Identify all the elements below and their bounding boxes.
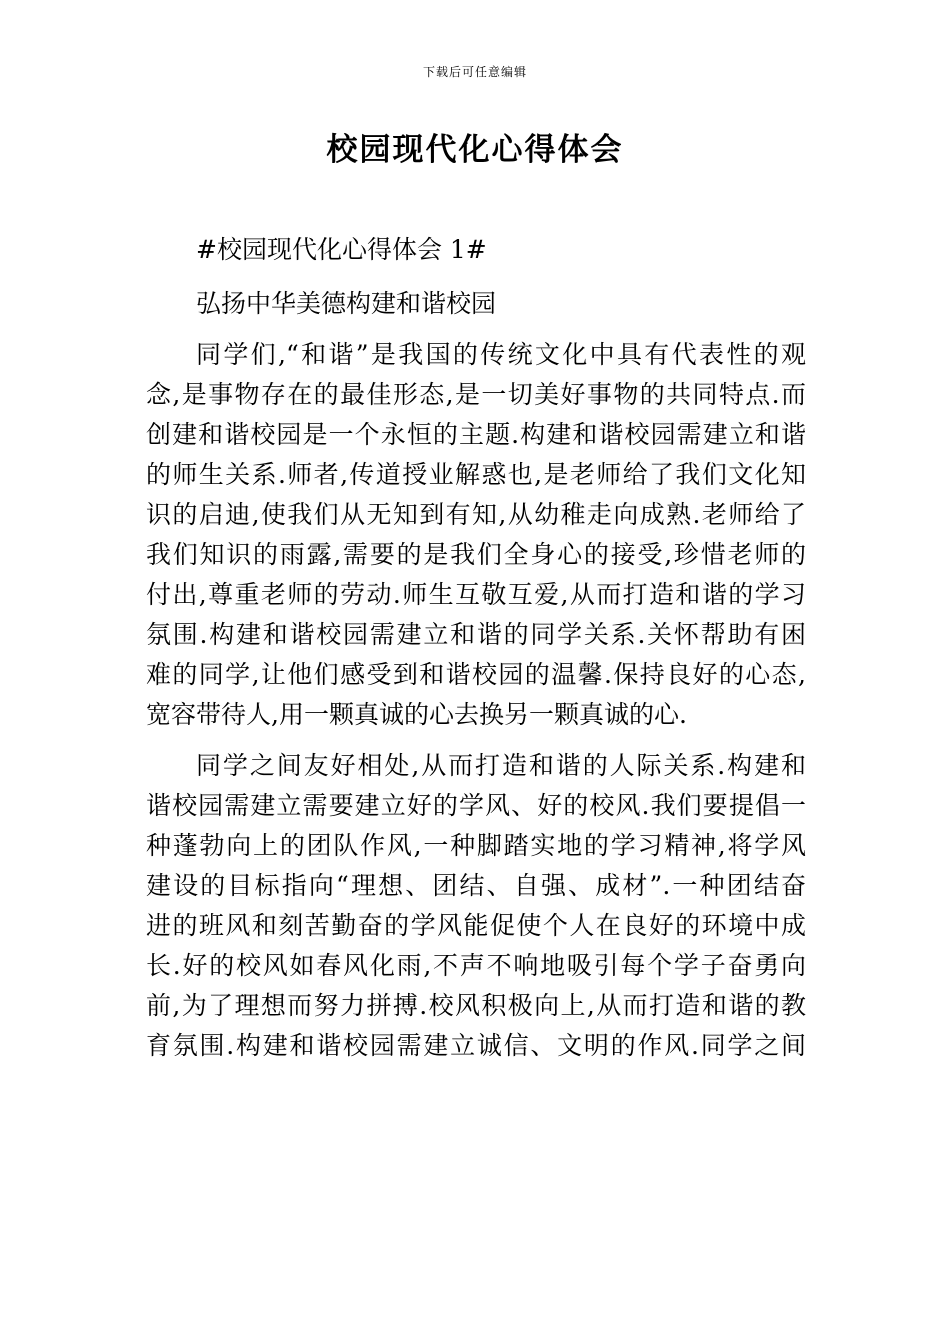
paragraph-line: 育氛围.构建和谐校园需建立诚信、文明的作风.同学之间 <box>146 1031 806 1060</box>
paragraph-1 <box>146 335 806 735</box>
document-title: 校园现代化心得体会 <box>326 132 624 168</box>
header-note: 下载后可任意编辑 <box>422 65 527 79</box>
paragraph-line: 付出,尊重老师的劳动.师生互敬互爱,从而打造和谐的学习 <box>146 580 806 609</box>
document-body <box>146 230 806 1066</box>
paragraph-line: 长.好的校风如春风化雨,不声不响地吸引每个学子奋勇向 <box>146 951 806 980</box>
paragraph-line: 同学们,“和谐”是我国的传统文化中具有代表性的观 <box>196 340 806 369</box>
paragraph-line: 的师生关系.师者,传道授业解惑也,是老师给了我们文化知 <box>146 460 806 489</box>
paragraph-2 <box>146 746 806 1066</box>
paragraph-line: 建设的目标指向“理想、团结、自强、成材”.一种团结奋 <box>146 871 806 900</box>
paragraph-line: 念,是事物存在的最佳形态,是一切美好事物的共同特点.而 <box>146 380 806 409</box>
paragraph-line: 创建和谐校园是一个永恒的主题.构建和谐校园需建立和谐 <box>146 420 806 449</box>
paragraph-line: 我们知识的雨露,需要的是我们全身心的接受,珍惜老师的 <box>146 540 806 569</box>
section-marker: #校园现代化心得体会 1# <box>196 235 487 264</box>
paragraph-line: 进的班风和刻苦勤奋的学风能促使个人在良好的环境中成 <box>146 911 806 940</box>
paragraph-line: 氛围.构建和谐校园需建立和谐的同学关系.关怀帮助有困 <box>146 620 806 649</box>
paragraph-line: 同学之间友好相处,从而打造和谐的人际关系.构建和 <box>196 751 806 780</box>
paragraph-line: 前,为了理想而努力拼搏.校风积极向上,从而打造和谐的教 <box>146 991 806 1020</box>
paragraph-line: 种蓬勃向上的团队作风,一种脚踏实地的学习精神,将学风 <box>146 831 806 860</box>
paragraph-line: 识的启迪,使我们从无知到有知,从幼稚走向成熟.老师给了 <box>146 500 806 529</box>
paragraph-line: 宽容带待人,用一颗真诚的心去换另一颗真诚的心. <box>146 700 687 729</box>
paragraph-line: 难的同学,让他们感受到和谐校园的温馨.保持良好的心态, <box>146 660 806 689</box>
paragraph-line: 谐校园需建立需要建立好的学风、好的校风.我们要提倡一 <box>146 791 806 820</box>
subtitle: 弘扬中华美德构建和谐校园 <box>196 289 497 318</box>
